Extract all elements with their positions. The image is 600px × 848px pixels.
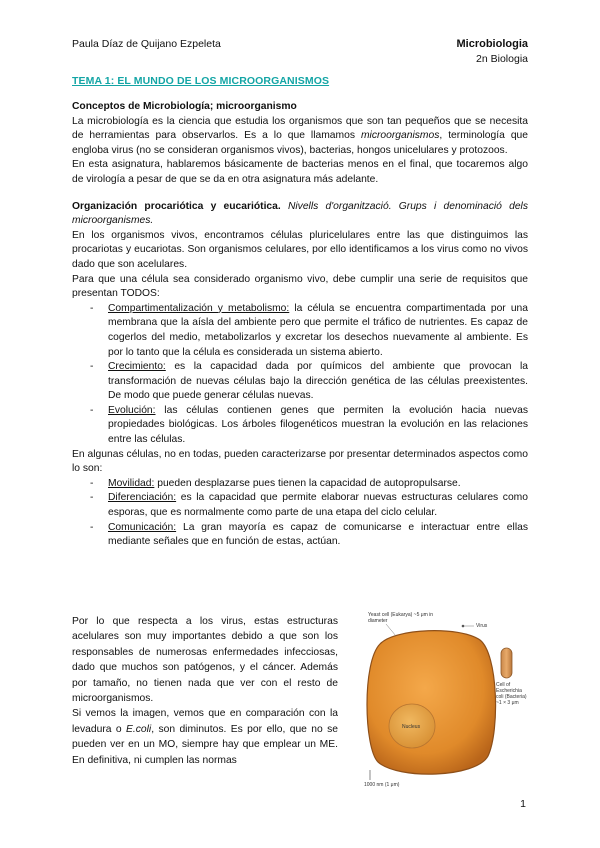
page-number: 1 [520, 798, 526, 810]
nucleus-label: Nucleus [402, 724, 421, 730]
text-span: , terminología que engloba virus (no se consideran organismos vivos), bacterias, hongos unicelulares y protozoos. [72, 130, 528, 156]
italic-term: microorganismos [360, 130, 440, 142]
paragraph-comparison [72, 706, 338, 768]
italic-term: E.coli [126, 723, 152, 735]
list-text: es la capacidad dada por químicos del ambiente que provocan la transformación de nuevas células bajo la dirección genética de las células preexistentes. De modo que puede generar células nuevas. [108, 361, 528, 402]
header-course: 2n Biologia [476, 53, 528, 65]
virus-particle [462, 625, 465, 628]
text-span: Si vemos la imagen, vemos que en comparación con la levadura o [72, 708, 338, 735]
yeast-leader-line [386, 624, 396, 636]
text-span: , son diminutos. Es por ello, que no se pueden ver en un MO, siempre hay que emplear un ME. En definitiva, ni cumplen las normas [72, 723, 339, 766]
header-course-info [457, 37, 529, 67]
list-item [108, 521, 528, 550]
paragraph-organisms: En los organismos vivos, encontramos células pluricelulares entre las que distinguimos las procariotas y eucariotas. Son organismos celulares, por ello identificamos a los virus como no vivos dado que son acelulares. [72, 229, 528, 270]
list-term: Compartimentalización y metabolismo: [108, 302, 290, 314]
section-heading-organization [72, 200, 528, 229]
heading-bold: Organización procariótica y eucariótica. [72, 200, 281, 212]
list-item [108, 302, 528, 360]
list-item [108, 491, 528, 520]
ecoli-label: Cell of Escherichia coli (Bacteria) ~1 × 3 μm [496, 682, 527, 706]
virus-text [72, 614, 338, 768]
page-title: TEMA 1: EL MUNDO DE LOS MICROORGANISMOS [72, 75, 330, 87]
yeast-cell [367, 631, 496, 775]
scale-label: 1000 nm (1 μm) [364, 782, 400, 788]
requirements-list [72, 302, 528, 448]
list-item [108, 360, 528, 404]
list-text: la célula se encuentra compartimentada por una membrana que la aísla del ambiente pero que permite el tráfico de nutrientes. Es capaz de cogerlos del medio, metabolizarlos y excretar los desechos nuevamente al ambiente. Es por lo tanto que la célula es considerada un sistema abierto. [108, 302, 528, 358]
list-term: Diferenciación: [108, 492, 177, 504]
virus-label: Virus [476, 623, 488, 629]
list-item [108, 404, 528, 448]
list-term: Evolución: [108, 404, 156, 416]
heading-italic: Nivells d'organització. Grups i denominació dels microorganismes. [72, 200, 528, 227]
paragraph-definition [72, 115, 528, 159]
list-item [108, 477, 528, 492]
yeast-label: Yeast cell (Eukarya) ~5 μm in diameter [368, 612, 434, 624]
cell-size-figure [350, 610, 528, 792]
list-text: las células contienen genes que permiten la evolución hacia nuevas propiedades biológicas. Los árboles filogenéticos muestran la evolución en las relaciones entre las células. [108, 404, 528, 446]
paragraph-requirements: Para que una célula sea considerado organismo vivo, debe cumplir una serie de requisitos que presentan TODOS: [72, 273, 528, 300]
ecoli-cell [501, 648, 512, 678]
section-heading-concepts: Conceptos de Microbiología; microorganismo [72, 101, 297, 112]
text-span: La microbiología es la ciencia que estudia los organismos que son tan pequeños que se necesita de herramientas para observarlos. Es a lo que llamamos [72, 115, 528, 142]
header-author: Paula Díaz de Quijano Ezpeleta [72, 38, 221, 50]
paragraph-optional-aspects: En algunas células, no en todas, pueden caracterizarse por presentar determinados aspectos como lo son: [72, 448, 528, 475]
list-term: Comunicación: [108, 521, 177, 533]
header-subject: Microbiologia [456, 38, 528, 50]
list-text: La gran mayoría es capaz de comunicarse e interactuar entre ellas mediante señales que en función de estas, actúan. [108, 521, 528, 548]
list-term: Movilidad: [108, 477, 155, 489]
list-text: es la capacidad que permite elaborar nuevas estructuras celulares como esporas, que es normalmente como parte de una etapa del ciclo celular. [108, 492, 528, 519]
main-content [72, 100, 528, 550]
list-text: pueden desplazarse pues tienen la capacidad de autopropulsarse. [154, 477, 461, 489]
paragraph-viruses: Por lo que respecta a los virus, estas estructuras acelulares son muy importantes debido a que son los responsables de numerosas enfermedades infecciosas, dado que muchos son patógenos, y el cáncer. Además por tamaño, no tienen nada que ver con el resto de microorganismos. [72, 616, 338, 705]
paragraph-scope: En esta asignatura, hablaremos básicamente de bacterias menos en el final, que tocaremos algo de virología a pesar de que se da en otra asignatura más adelante. [72, 159, 528, 185]
list-term: Crecimiento: [108, 361, 166, 373]
optional-aspects-list [72, 477, 528, 550]
